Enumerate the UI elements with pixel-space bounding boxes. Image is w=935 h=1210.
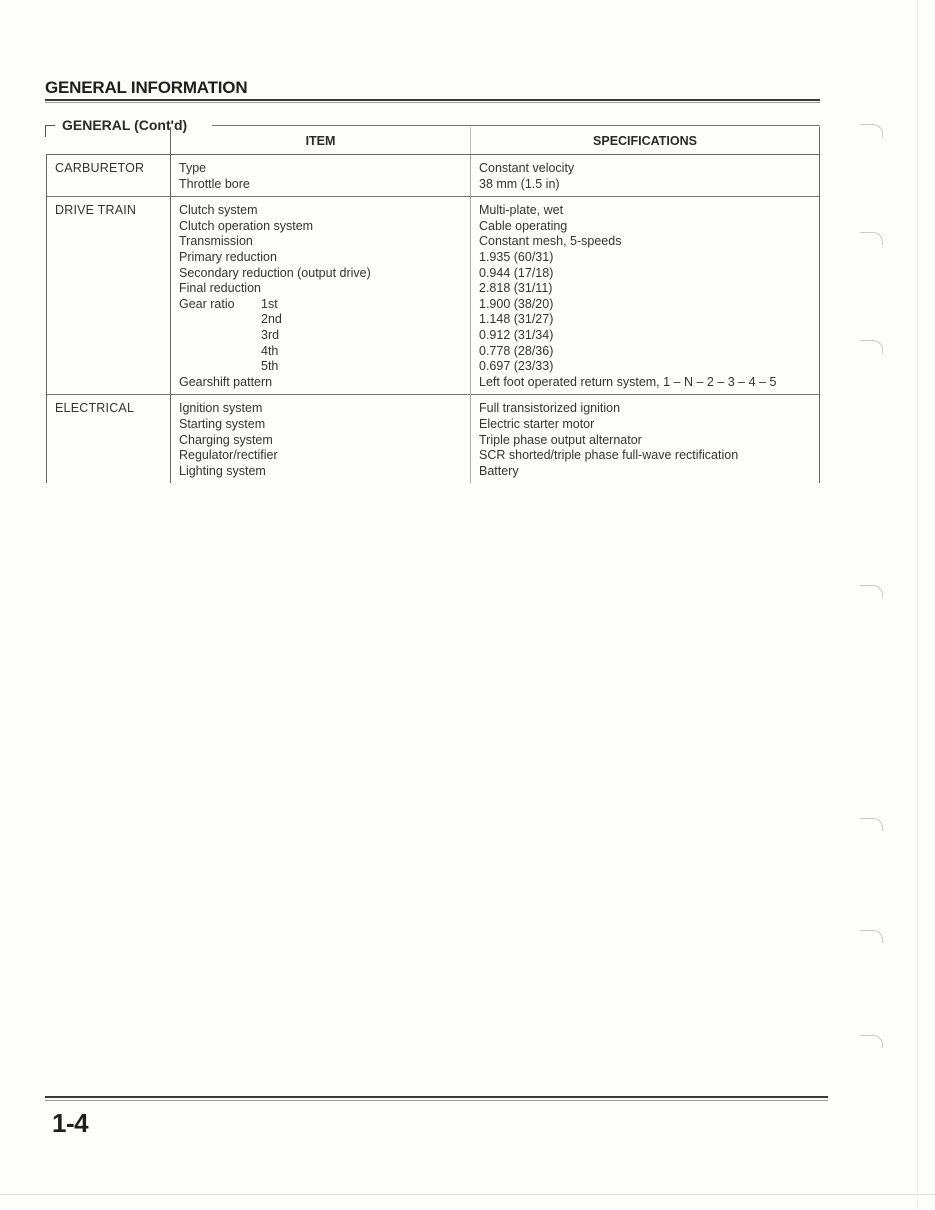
right-edge bbox=[917, 0, 918, 1210]
item-label: Transmission bbox=[179, 234, 253, 249]
table-row-carburetor bbox=[47, 155, 820, 197]
spec-value: 0.944 (17/18) bbox=[479, 265, 554, 280]
footer-rule-thin bbox=[45, 1100, 828, 1101]
spec-value: Constant mesh, 5-speeds bbox=[479, 234, 622, 249]
item-label: Throttle bore bbox=[179, 176, 250, 191]
gear-label: 1st bbox=[261, 296, 278, 311]
spec-value: 0.778 (28/36) bbox=[479, 343, 554, 358]
spec-value: Multi-plate, wet bbox=[479, 203, 564, 218]
section-frame-top-right bbox=[212, 125, 820, 126]
punch-mark-icon bbox=[860, 124, 883, 137]
spec-value: 0.697 (23/33) bbox=[479, 359, 554, 374]
item-label: Primary reduction bbox=[179, 249, 277, 264]
gear-ratio-row bbox=[179, 297, 470, 313]
header-spec: SPECIFICATIONS bbox=[471, 127, 820, 155]
page-header: GENERAL INFORMATION bbox=[45, 78, 248, 97]
spec-value: Battery bbox=[479, 463, 519, 478]
header-item: ITEM bbox=[171, 127, 471, 155]
spec-value: Left foot operated return system, 1 – N – 2 – 3 – 4 – 5 bbox=[479, 374, 777, 389]
spec-value: Constant velocity bbox=[479, 161, 575, 175]
bottom-edge bbox=[0, 1194, 935, 1195]
spec-value: SCR shorted/triple phase full-wave rectification bbox=[479, 448, 739, 463]
page-number: 1-4 bbox=[52, 1108, 89, 1138]
header-rule bbox=[45, 99, 820, 101]
item-label: Final reduction bbox=[179, 281, 261, 296]
gear-label: 5th bbox=[261, 359, 279, 374]
spec-value: 1.900 (38/20) bbox=[479, 296, 554, 311]
spec-value: 2.818 (31/11) bbox=[479, 281, 553, 296]
punch-mark-icon bbox=[860, 232, 883, 245]
section-frame-top-left bbox=[45, 125, 55, 126]
spec-table bbox=[46, 127, 820, 483]
group-name: ELECTRICAL bbox=[55, 401, 135, 416]
spec-value: Full transistorized ignition bbox=[479, 401, 621, 416]
table-header-row bbox=[47, 127, 820, 155]
punch-mark-icon bbox=[860, 340, 883, 353]
item-label: Clutch operation system bbox=[179, 218, 314, 233]
gear-label: 3rd bbox=[261, 327, 280, 342]
spec-value: 0.912 (31/34) bbox=[479, 327, 554, 342]
header-rule-thin bbox=[45, 102, 820, 103]
punch-mark-icon bbox=[860, 1035, 883, 1048]
item-label: Ignition system bbox=[179, 401, 263, 416]
spec-value: 1.148 (31/27) bbox=[479, 312, 554, 327]
item-label: Lighting system bbox=[179, 463, 266, 478]
item-label: Clutch system bbox=[179, 203, 258, 218]
item-label: Secondary reduction (output drive) bbox=[179, 265, 371, 280]
item-label: Charging system bbox=[179, 432, 273, 447]
punch-mark-icon bbox=[860, 585, 883, 598]
gear-label: 4th bbox=[261, 343, 279, 358]
section-title: GENERAL (Cont'd) bbox=[62, 117, 188, 133]
group-name: CARBURETOR bbox=[55, 161, 145, 175]
item-label: Starting system bbox=[179, 416, 266, 431]
punch-mark-icon bbox=[860, 930, 883, 943]
gear-label: 2nd bbox=[261, 312, 282, 327]
item-label: Regulator/rectifier bbox=[179, 448, 278, 463]
punch-mark-icon bbox=[860, 818, 883, 831]
spec-value: Triple phase output alternator bbox=[479, 432, 642, 447]
table-row-electrical bbox=[47, 395, 820, 483]
header-group-cell bbox=[47, 127, 171, 155]
item-label: Type bbox=[179, 161, 207, 175]
footer-rule bbox=[45, 1096, 828, 1098]
item-label: Gearshift pattern bbox=[179, 374, 273, 389]
spec-value: Cable operating bbox=[479, 218, 568, 233]
spec-value: 38 mm (1.5 in) bbox=[479, 176, 560, 191]
table-row-drive-train bbox=[47, 197, 820, 395]
spec-value: 1.935 (60/31) bbox=[479, 249, 554, 264]
group-name: DRIVE TRAIN bbox=[55, 203, 137, 218]
gear-ratio-label: Gear ratio bbox=[179, 296, 235, 311]
spec-value: Electric starter motor bbox=[479, 416, 595, 431]
